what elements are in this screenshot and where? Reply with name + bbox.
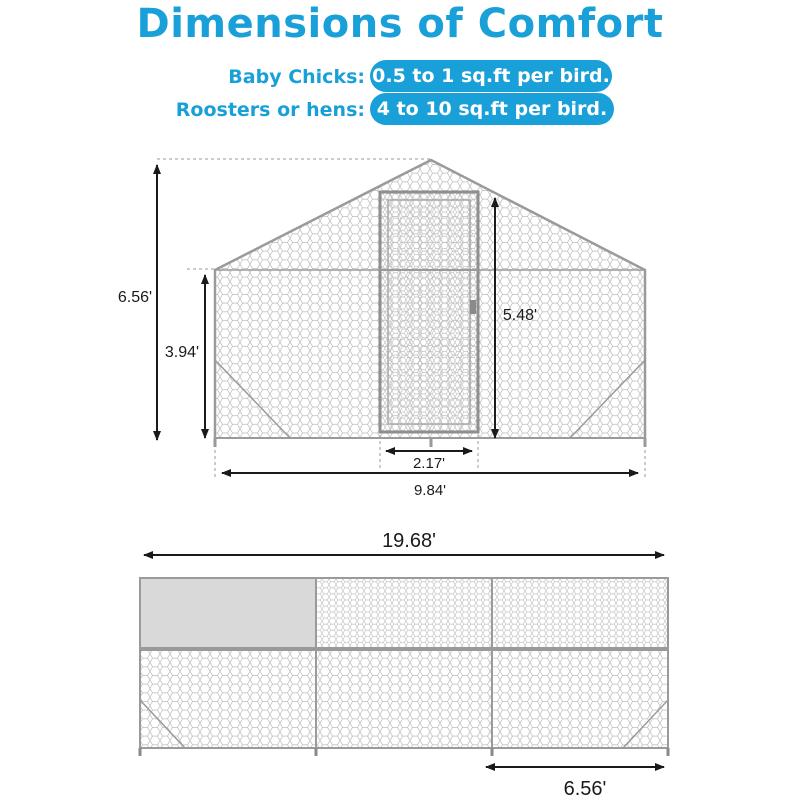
spec-label-baby-chicks: Baby Chicks: bbox=[228, 66, 365, 88]
wall-mesh-panel bbox=[140, 650, 316, 748]
dim-label-door-width: 2.17' bbox=[412, 455, 446, 472]
side-walls bbox=[140, 650, 668, 756]
dim-label-length: 19.68' bbox=[382, 530, 436, 552]
dim-label-door-height: 5.48' bbox=[502, 307, 538, 324]
dim-length bbox=[144, 530, 664, 555]
roof-mesh-panel bbox=[492, 578, 668, 648]
page-title: Dimensions of Comfort bbox=[136, 1, 664, 47]
dim-door-width bbox=[380, 435, 478, 472]
side-view bbox=[140, 530, 668, 800]
dim-section-depth bbox=[486, 767, 664, 800]
roof-cover-panel bbox=[140, 578, 316, 648]
front-view bbox=[118, 159, 645, 499]
spec-label-roosters-hens: Roosters or hens: bbox=[175, 99, 365, 121]
dim-label-width: 9.84' bbox=[413, 482, 447, 499]
roof-mesh-panel bbox=[316, 578, 492, 648]
dim-label-section-depth: 6.56' bbox=[563, 778, 607, 800]
door-latch-icon bbox=[470, 300, 476, 314]
spec-value-baby-chicks: 0.5 to 1 sq.ft per bird. bbox=[370, 60, 612, 92]
dim-label-total-height: 6.56' bbox=[117, 289, 153, 306]
dim-label-side-height: 3.94' bbox=[164, 344, 200, 361]
wall-mesh-panel bbox=[492, 650, 668, 748]
front-door bbox=[380, 192, 478, 432]
wall-mesh-panel bbox=[316, 650, 492, 748]
spec-value-roosters-hens: 4 to 10 sq.ft per bird. bbox=[370, 93, 614, 125]
dim-side-height bbox=[165, 269, 215, 438]
side-roof bbox=[140, 578, 668, 648]
